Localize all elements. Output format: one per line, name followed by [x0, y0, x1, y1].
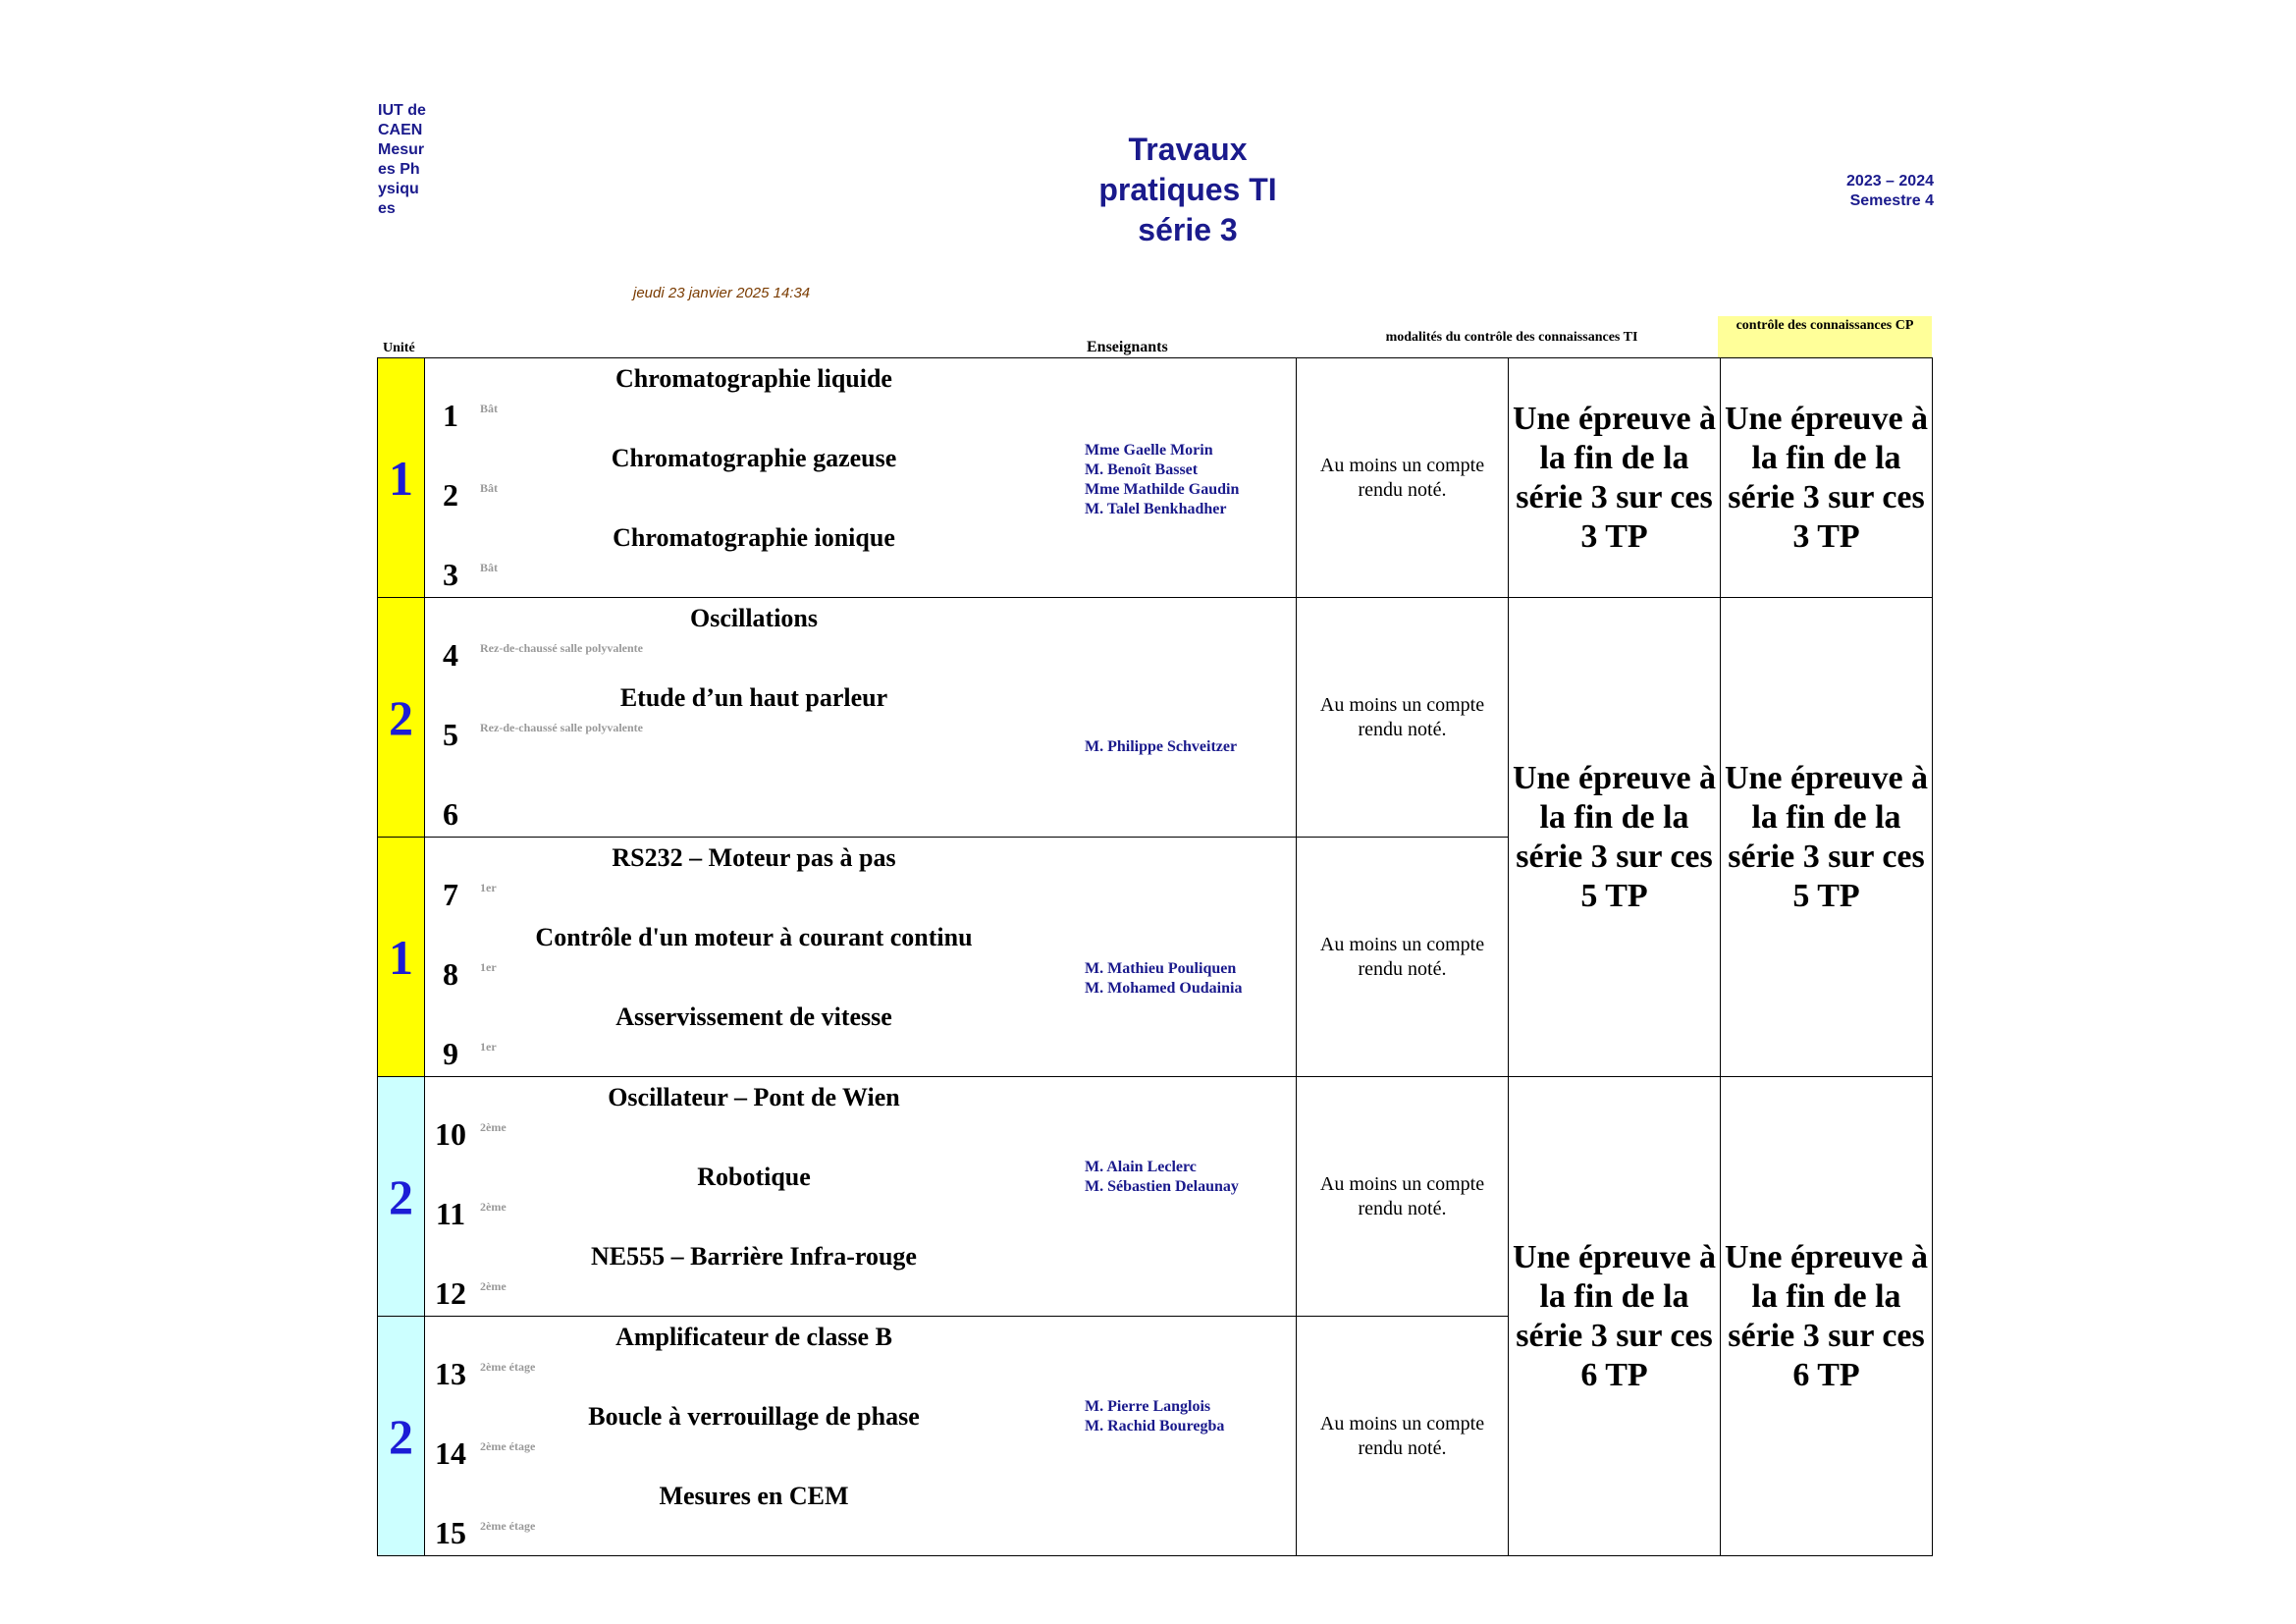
unit-cell: 2	[378, 1317, 425, 1556]
tp-title: Oscillations	[689, 604, 818, 632]
unit-cell: 2	[378, 598, 425, 838]
column-header-enseignants: Enseignants	[1087, 339, 1168, 355]
exam-ti-cell: Une épreuve à la fin de la série 3 sur ces 6 TP	[1509, 1077, 1721, 1556]
unit-cell: 1	[378, 358, 425, 598]
tp-title: Boucle à verrouillage de phase	[588, 1402, 920, 1431]
tp-location: 2ème	[480, 1200, 507, 1214]
exam-ti-cell: Une épreuve à la fin de la série 3 sur ces 3 TP	[1509, 358, 1721, 598]
tp-entry	[425, 1077, 1296, 1157]
tp-entry	[425, 1317, 1296, 1396]
tp-title: Mesures en CEM	[659, 1482, 849, 1510]
print-date: jeudi 23 janvier 2025 14:34	[633, 285, 811, 301]
exam-cp-cell: Une épreuve à la fin de la série 3 sur ces 5 TP	[1721, 598, 1933, 1077]
modalite-cell: Au moins un compte rendu noté.	[1297, 1077, 1509, 1317]
tp-title: Robotique	[697, 1163, 811, 1191]
column-header-unite: Unité	[383, 341, 415, 355]
academic-period	[1747, 172, 1934, 211]
institution-name: IUT de CAEN Mesures Physiques	[378, 102, 426, 217]
tp-number: 3	[443, 557, 458, 592]
teacher-name: M. Sébastien Delaunay	[1085, 1178, 1239, 1195]
tp-title: Contrôle d'un moteur à courant continu	[535, 923, 973, 951]
title-line-1: Travaux	[1128, 132, 1248, 167]
tp-number: 8	[443, 956, 458, 992]
unit-cell: 2	[378, 1077, 425, 1317]
title-line-2: pratiques TI	[1098, 172, 1277, 207]
tp-block	[425, 1317, 1297, 1556]
unit-cell: 1	[378, 838, 425, 1077]
tp-location: Bât	[480, 481, 498, 495]
teacher-name: M. Benoît Basset	[1085, 461, 1199, 478]
table-row	[378, 1077, 1933, 1317]
tp-number: 2	[443, 477, 458, 513]
teachers-list	[1085, 1158, 1301, 1197]
page-title	[991, 130, 1384, 250]
teacher-name: M. Alain Leclerc	[1085, 1159, 1197, 1175]
modalite-cell: Au moins un compte rendu noté.	[1297, 358, 1509, 598]
tp-location: 2ème étage	[480, 1439, 536, 1453]
teacher-name: M. Pierre Langlois	[1085, 1398, 1211, 1415]
teacher-name: M. Talel Benkhadher	[1085, 501, 1227, 517]
teacher-name: M. Mathieu Pouliquen	[1085, 960, 1237, 977]
modalite-cell: Au moins un compte rendu noté.	[1297, 1317, 1509, 1556]
tp-title: Oscillateur – Pont de Wien	[608, 1083, 900, 1111]
column-header-cp: contrôle des connaissances CP	[1718, 316, 1932, 357]
tp-number: 5	[443, 717, 458, 752]
tp-entry	[425, 598, 1296, 677]
tp-title: Amplificateur de classe B	[615, 1323, 892, 1351]
tp-location: 1er	[480, 881, 497, 894]
exam-ti-cell: Une épreuve à la fin de la série 3 sur ces 5 TP	[1509, 598, 1721, 1077]
teacher-name: M. Philippe Schveitzer	[1085, 738, 1238, 755]
tp-number: 4	[443, 637, 458, 673]
tp-number: 9	[443, 1036, 458, 1071]
tp-block	[425, 1077, 1297, 1317]
tp-number: 12	[435, 1275, 466, 1311]
title-line-3: série 3	[1138, 212, 1238, 247]
tp-title: Chromatographie ionique	[613, 523, 895, 552]
tp-location: 2ème étage	[480, 1360, 536, 1374]
teachers-list	[1085, 441, 1301, 519]
tp-entry	[425, 358, 1296, 438]
tp-location: 2ème	[480, 1279, 507, 1293]
tp-number: 13	[435, 1356, 466, 1391]
tp-number: 15	[435, 1515, 466, 1550]
tp-location: Rez-de-chaussé salle polyvalente	[480, 721, 643, 734]
schedule-table	[377, 357, 1933, 1556]
teachers-list	[1085, 1397, 1301, 1436]
tp-entry	[425, 1476, 1296, 1555]
tp-number: 1	[443, 398, 458, 433]
table-row	[378, 598, 1933, 838]
teachers-list	[1085, 737, 1301, 757]
exam-cp-cell: Une épreuve à la fin de la série 3 sur ces 3 TP	[1721, 358, 1933, 598]
teacher-name: M. Mohamed Oudainia	[1085, 980, 1243, 997]
tp-block	[425, 598, 1297, 838]
table-row	[378, 358, 1933, 598]
tp-number: 10	[435, 1116, 466, 1152]
tp-location: Bât	[480, 402, 498, 415]
teacher-name: M. Rachid Bouregba	[1085, 1418, 1225, 1435]
tp-title: RS232 – Moteur pas à pas	[612, 843, 896, 872]
modalite-cell: Au moins un compte rendu noté.	[1297, 598, 1509, 838]
tp-location: Bât	[480, 561, 498, 574]
tp-entry	[425, 1236, 1296, 1316]
tp-block	[425, 838, 1297, 1077]
tp-location: 2ème étage	[480, 1519, 536, 1533]
tp-block	[425, 358, 1297, 598]
tp-number: 14	[435, 1435, 466, 1471]
exam-cp-cell: Une épreuve à la fin de la série 3 sur ces 6 TP	[1721, 1077, 1933, 1556]
tp-title: NE555 – Barrière Infra-rouge	[591, 1242, 917, 1271]
tp-number: 7	[443, 877, 458, 912]
tp-location: 1er	[480, 1040, 497, 1054]
tp-entry	[425, 997, 1296, 1076]
academic-year: 2023 – 2024	[1846, 173, 1934, 189]
semester: Semestre 4	[1849, 192, 1934, 209]
tp-location: Rez-de-chaussé salle polyvalente	[480, 641, 643, 655]
tp-entry	[425, 838, 1296, 917]
tp-location: 1er	[480, 960, 497, 974]
tp-number: 6	[443, 796, 458, 832]
tp-title: Chromatographie gazeuse	[611, 444, 897, 472]
tp-title: Asservissement de vitesse	[615, 1002, 892, 1031]
modalite-cell: Au moins un compte rendu noté.	[1297, 838, 1509, 1077]
teachers-list	[1085, 959, 1301, 999]
tp-location: 2ème	[480, 1120, 507, 1134]
tp-entry	[425, 517, 1296, 597]
column-header-modalites: modalités du contrôle des connaissances TI	[1385, 330, 1638, 345]
tp-number: 11	[435, 1196, 466, 1231]
teacher-name: Mme Mathilde Gaudin	[1085, 481, 1240, 498]
tp-title: Chromatographie liquide	[615, 364, 892, 393]
tp-title: Etude d’un haut parleur	[619, 683, 888, 712]
teacher-name: Mme Gaelle Morin	[1085, 442, 1213, 459]
tp-entry	[425, 757, 1296, 837]
